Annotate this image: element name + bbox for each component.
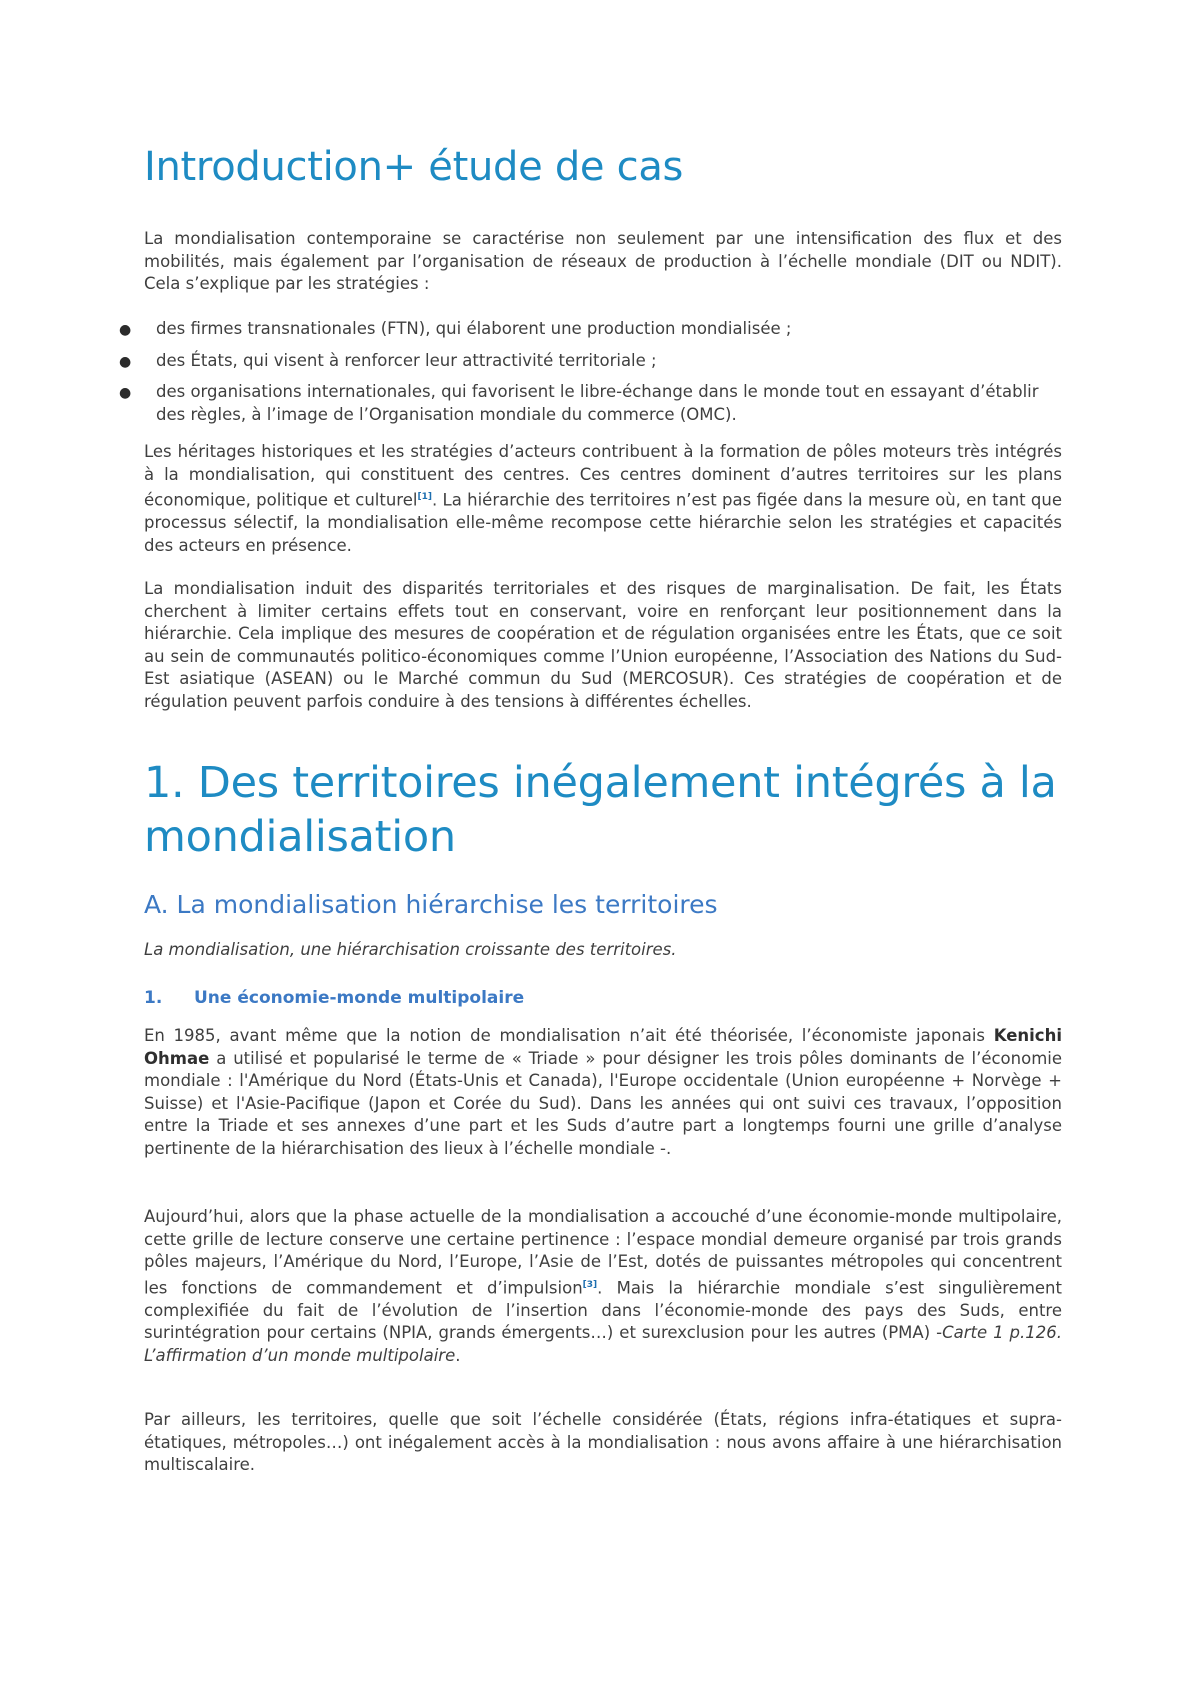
subsection-intro: La mondialisation, une hiérarchisation croissante des territoires. xyxy=(144,940,677,959)
paragraph-text: Les héritages historiques et les stratégies d’acteurs contribuent à la formation de pôles moteurs très intégrés à la mondialisation, qui constituent des centres. Ces centres dominent d’autres territoires sur les plans économique, politique et culturel xyxy=(144,442,1062,510)
bullet-icon: ● xyxy=(119,353,132,370)
bullet-text: des organisations internationales, qui favorisent le libre-échange dans le monde tout en essayant d’établir des règles, à l’image de l’Organisation mondiale du commerce (OMC). xyxy=(156,382,1039,424)
paragraph-text: . La hiérarchie des territoires n’est pas figée dans la mesure où, en tant que processus sélectif, la mondialisation elle-même recompose cette hiérarchie selon les stratégies et capacités des acteurs en présence. xyxy=(144,490,1063,555)
subsection-heading-a: A. La mondialisation hiérarchise les territoires xyxy=(144,890,718,919)
intro-paragraph-1: La mondialisation contemporaine se caractérise non seulement par une intensification des flux et des mobilités, mais également par l’organisation de réseaux de production à l’échelle mondiale (DIT ou NDIT). Cela s’explique par les stratégies : xyxy=(144,229,1062,293)
bullet-text: des firmes transnationales (FTN), qui élaborent une production mondialisée ; xyxy=(156,319,792,338)
bullet-item-etats xyxy=(119,350,1062,373)
paragraph-multipolaire xyxy=(144,1206,1062,1367)
paragraph-text: Aujourd’hui, alors que la phase actuelle de la mondialisation a accouché d’une économie-monde multipolaire, cette grille de lecture conserve une certaine pertinence : l’espace mondial demeure organisé par trois grands pôles majeurs, l’Amérique du Nord, l’Europe, l’Asie de l’Est, dotés de puissantes métropoles qui concentrent les fonctions de commandement et d’impulsion xyxy=(144,1207,1062,1297)
intro-bullet-list xyxy=(119,318,1062,435)
intro-paragraph-2 xyxy=(144,441,1062,557)
intro-paragraph-3: La mondialisation induit des disparités territoriales et des risques de marginalisation. De fait, les États cherchent à limiter certains effets tout en conservant, voire en renforçant leur positionnement dans la hiérarchie. Cela implique des mesures de coopération et de régulation organisées entre les États, que ce soit au sein de communautés politico-économiques comme l’Union européenne, l’Association des Nations du Sud-Est asiatique (ASEAN) ou le Marché commun du Sud (MERCOSUR). Ces stratégies de coopération et de régulation peuvent parfois conduire à des tensions à différentes échelles. xyxy=(144,579,1062,711)
bullet-item-ftn xyxy=(119,318,1062,341)
bullet-item-organisations xyxy=(119,381,1062,426)
paragraph-text: . xyxy=(455,1345,461,1365)
paragraph-multiscalaire: Par ailleurs, les territoires, quelle que soit l’échelle considérée (États, régions infra-étatiques et supra-étatiques, métropoles…) ont inégalement accès à la mondialisation : nous avons affaire à une hiérarchisation multiscalaire. xyxy=(144,1410,1062,1474)
map-reference: Carte 1 p.126. L’affirmation d’un monde multipolaire xyxy=(144,1323,1063,1365)
paragraph-triade xyxy=(144,1025,1062,1160)
item-title: Une économie-monde multipolaire xyxy=(194,988,525,1008)
item-number: 1. xyxy=(144,988,163,1008)
footnote-link-3[interactable]: [3] xyxy=(582,1279,598,1290)
paragraph-text: a utilisé et popularisé le terme de « Triade » pour désigner les trois pôles dominants de l’économie mondiale : l'Amérique du Nord (États-Unis et Canada), l'Europe occidentale (Union européenne + Norvège + Suisse) et l'Asie-Pacifique (Japon et Corée du Sud). Dans les années qui ont suivi ces travaux, l’opposition entre la Triade et ses annexes d’une part et les Suds d’autre part a longtemps fourni une grille d’analyse pertinente de la hiérarchisation des lieux à l’échelle mondiale -. xyxy=(144,1048,1062,1158)
item-heading-1 xyxy=(144,988,524,1008)
person-name: Kenichi Ohmae xyxy=(144,1026,1062,1068)
paragraph-text: En 1985, avant même que la notion de mondialisation n’ait été théorisée, l’économiste japonais xyxy=(144,1026,994,1045)
document-title: Introduction+ étude de cas xyxy=(144,144,684,190)
bullet-text: des États, qui visent à renforcer leur attractivité territoriale ; xyxy=(156,350,657,370)
section-heading-1: 1. Des territoires inégalement intégrés à la mondialisation xyxy=(144,758,1057,862)
footnote-link-1[interactable]: [1] xyxy=(417,492,432,502)
bullet-icon: ● xyxy=(119,385,132,401)
paragraph-text: . Mais la hiérarchie mondiale s’est singulièrement complexifiée du fait de l’évolution de l’insertion dans l’économie-monde des pays des Suds, entre surintégration pour certains (NPIA, grands émergents…) et surexclusion pour les autres (PMA) - xyxy=(144,1278,1062,1342)
bullet-icon: ● xyxy=(119,322,132,338)
